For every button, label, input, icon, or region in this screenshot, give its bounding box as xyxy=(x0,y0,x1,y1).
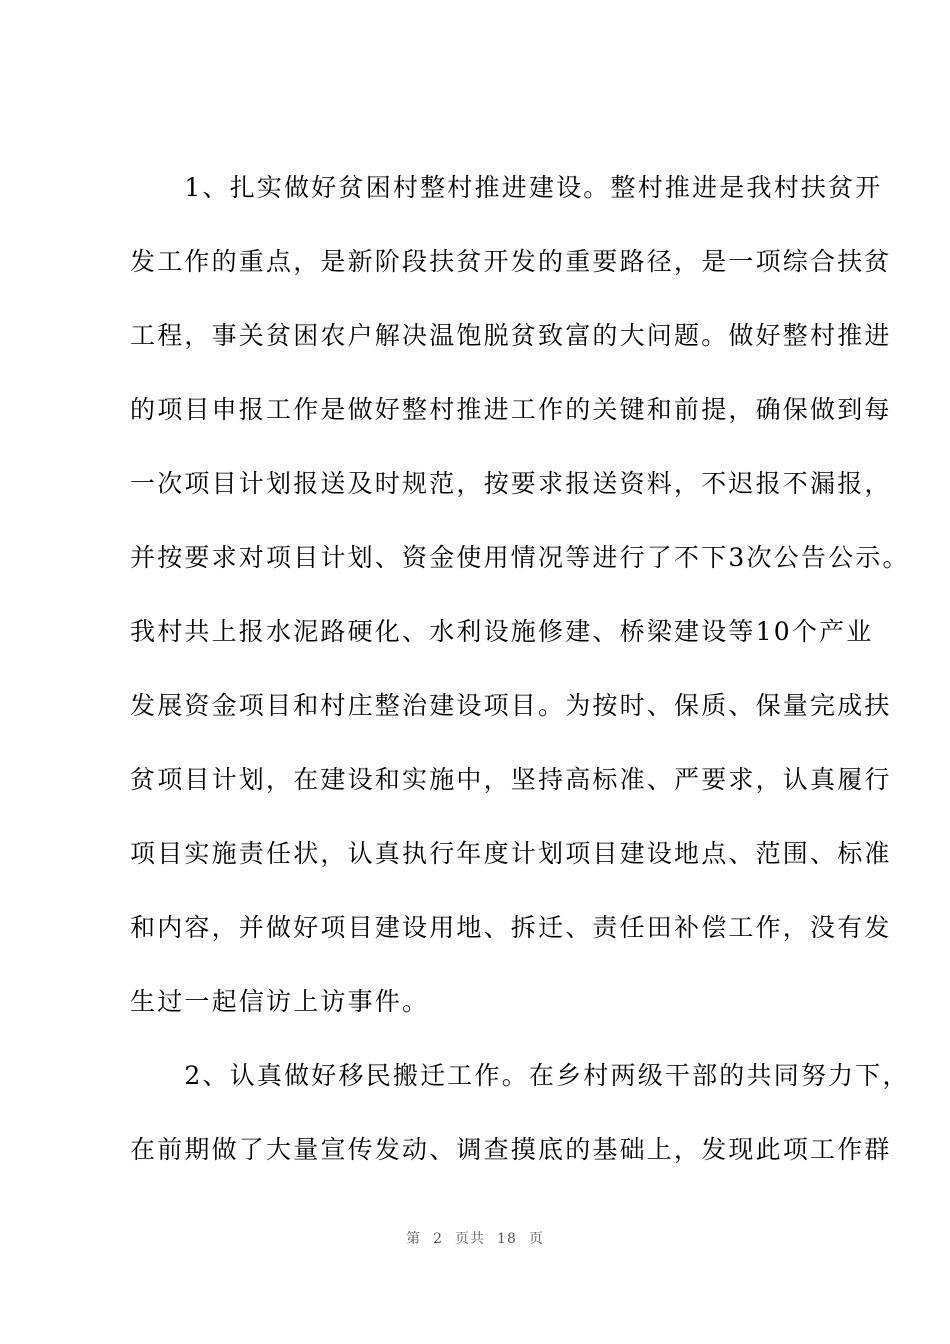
paragraph-line: 工程，事关贫困农户解决温饱脱贫致富的大问题。做好整村推进 xyxy=(130,321,892,350)
paragraph-line: 2、认真做好移民搬迁工作。在乡村两级干部的共同努力下， xyxy=(130,1061,910,1090)
paragraph-line: 在前期做了大量宣传发动、调查摸底的基础上，发现此项工作群 xyxy=(130,1135,892,1164)
paragraph-line: 并按要求对项目计划、资金使用情况等进行了不下3次公告公示。 xyxy=(130,543,910,572)
paragraph-line: 1、扎实做好贫困村整村推进建设。整村推进是我村扶贫开 xyxy=(130,173,883,202)
paragraph-line: 贫项目计划，在建设和实施中，坚持高标准、严要求，认真履行 xyxy=(130,765,892,794)
paragraph-line: 项目实施责任状，认真执行年度计划项目建设地点、范围、标准 xyxy=(130,839,892,868)
paragraph-line: 发展资金项目和村庄整治建设项目。为按时、保质、保量完成扶 xyxy=(130,691,892,720)
footer-total-pages: 18 xyxy=(497,1231,517,1247)
footer-prefix: 第 xyxy=(406,1231,422,1247)
paragraph-line: 发工作的重点，是新阶段扶贫开发的重要路径，是一项综合扶贫 xyxy=(130,247,892,276)
paragraph-line: 我村共上报水泥路硬化、水利设施修建、桥梁建设等10个产业 xyxy=(130,617,874,646)
paragraph-line: 的项目申报工作是做好整村推进工作的关键和前提，确保做到每 xyxy=(130,395,892,424)
footer-suffix: 页 xyxy=(528,1231,544,1247)
footer-page-number: 2 xyxy=(433,1231,444,1247)
paragraph-line: 和内容，并做好项目建设用地、拆迁、责任田补偿工作，没有发 xyxy=(130,913,892,942)
page-number-footer xyxy=(0,1228,950,1248)
paragraph-line: 一次项目计划报送及时规范，按要求报送资料，不迟报不漏报， xyxy=(130,469,892,498)
footer-middle: 页共 xyxy=(455,1231,486,1247)
paragraph-line: 生过一起信访上访事件。 xyxy=(130,987,430,1016)
